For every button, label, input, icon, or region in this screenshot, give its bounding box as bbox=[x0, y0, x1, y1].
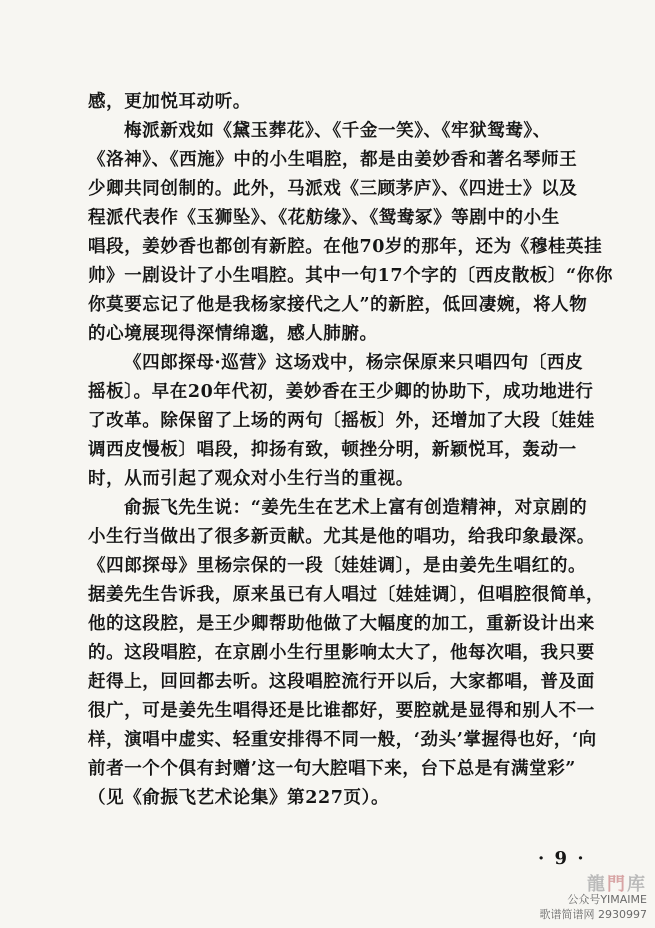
watermark-logo bbox=[487, 874, 647, 895]
text-line: 他的这段腔，是王少卿帮助他做了大幅度的加工，重新设计出来 bbox=[88, 614, 595, 634]
watermark-logo-part: 龍 bbox=[587, 874, 607, 895]
text-line: 《洛神》、《西施》中的小生唱腔，都是由姜妙香和著名琴师王 bbox=[88, 150, 578, 170]
text-line: 感，更加悦耳动听。 bbox=[88, 92, 251, 112]
text-line: 梅派新戏如《黛玉葬花》、《千金一笑》、《牢狱鸳鸯》、 bbox=[124, 121, 551, 141]
text-line: 俞振飞先生说：“姜先生在艺术上富有创造精神，对京剧的 bbox=[124, 498, 588, 518]
text-line: 帅》一剧设计了小生唱腔。其中一句17个字的〔西皮散板〕“你你 bbox=[88, 266, 613, 286]
text-line: 的。这段唱腔，在京剧小生行里影响太大了，他每次唱，我只要 bbox=[88, 643, 595, 663]
text-line: 少卿共同创制的。此外，马派戏《三顾茅庐》、《四进士》以及 bbox=[88, 179, 578, 199]
body-text bbox=[88, 88, 613, 813]
text-line: 唱段，姜妙香也都创有新腔。在他70岁的那年，还为《穆桂英挂 bbox=[88, 237, 603, 257]
text-line: 前者一个个俱有封赠’这一句大腔唱下来，台下总是有满堂彩” bbox=[88, 759, 576, 779]
text-line: 摇板〕。早在20年代初，姜妙香在王少卿的协助下，成功地进行 bbox=[88, 382, 594, 402]
watermark-line-1: 公众号YIMAIME bbox=[567, 893, 647, 906]
text-line: 时，从而引起了观众对小生行当的重视。 bbox=[88, 469, 414, 489]
text-line: 你莫要忘记了他是我杨家接代之人”的新腔，低回凄婉，将人物 bbox=[88, 295, 588, 315]
text-line: 程派代表作《玉狮坠》、《花舫缘》、《鸳鸯冢》等剧中的小生 bbox=[88, 208, 560, 228]
watermark-logo-part: 門 bbox=[607, 874, 627, 895]
text-line: 据姜先生告诉我，原来虽已有人唱过〔娃娃调〕，但唱腔很简单， bbox=[88, 585, 605, 605]
text-line: 调西皮慢板〕唱段，抑扬有致，顿挫分明，新颖悦耳，轰动一 bbox=[88, 440, 577, 460]
text-line: 《四郎探母》里杨宗保的一段〔娃娃调〕，是由姜先生唱红的。 bbox=[88, 556, 587, 576]
page-number: · 9 · bbox=[538, 848, 586, 869]
watermark bbox=[487, 874, 647, 922]
text-line: 的心境展现得深情绵邈，感人肺腑。 bbox=[88, 324, 378, 344]
text-line: 了改革。除保留了上场的两句〔摇板〕外，还增加了大段〔娃娃 bbox=[88, 411, 595, 431]
text-line: 样，演唱中虚实、轻重安排得不同一般，‘劲头’掌握得也好，‘向 bbox=[88, 730, 597, 750]
text-line: 小生行当做出了很多新贡献。尤其是他的唱功，给我印象最深。 bbox=[88, 527, 595, 547]
text-line: 很广，可是姜先生唱得还是比谁都好，要腔就是显得和别人不一 bbox=[88, 701, 595, 721]
watermark-line-2: 歌谱简谱网 2930997 bbox=[539, 908, 647, 921]
text-line: 《四郎探母·巡营》这场戏中，杨宗保原来只唱四句〔西皮 bbox=[124, 353, 584, 373]
text-line: 赶得上，回回都去听。这段唱腔流行开以后，大家都唱，普及面 bbox=[88, 672, 595, 692]
text-line: （见《俞振飞艺术论集》第227页）。 bbox=[88, 788, 390, 808]
watermark-logo-part: 库 bbox=[627, 874, 647, 895]
